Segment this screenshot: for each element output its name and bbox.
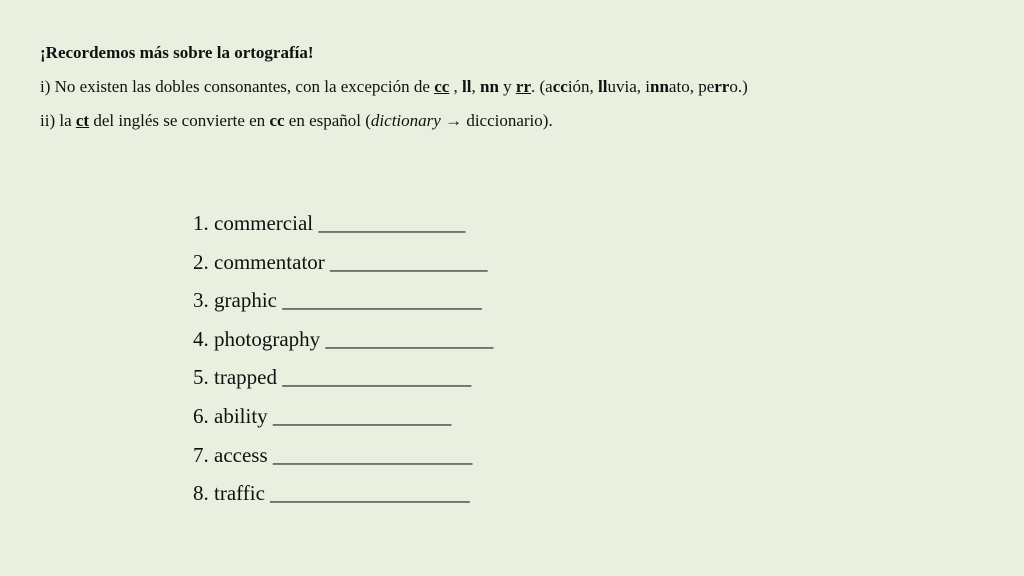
exercise-item-5: 5. trapped __________________ <box>193 365 472 390</box>
rule1-text: ato, pe <box>668 77 715 96</box>
rule1-rr: rr <box>515 77 531 96</box>
rule-double-consonants <box>40 70 1000 104</box>
exercise-item-4: 4. photography ________________ <box>193 326 494 351</box>
rule2-text: en español ( <box>284 111 371 130</box>
example-innato-nn: nn <box>650 77 669 96</box>
exercise-item-8: 8. traffic ___________________ <box>193 481 470 506</box>
rule2-cc: cc <box>269 111 285 130</box>
exercise-item-7: 7. access ___________________ <box>193 442 473 467</box>
rule-ct-to-cc <box>40 104 1000 138</box>
rule1-text: ión, <box>567 77 599 96</box>
exercise-item-6: 6. ability _________________ <box>193 403 452 428</box>
rule2-ct: ct <box>75 111 90 130</box>
rule2-text: → diccionario). <box>440 111 553 130</box>
spelling-rules <box>40 36 1000 138</box>
rule1-text: i) No existen las dobles consonantes, con la excepción de <box>40 77 435 96</box>
rules-title: ¡Recordemos más sobre la ortografía! <box>40 43 314 62</box>
english-example-word: dictionary <box>370 111 441 130</box>
rule1-text: uvia, i <box>607 77 650 96</box>
translation-exercise-list <box>193 204 693 513</box>
rule1-text: . (a <box>531 77 553 96</box>
rule1-cc: cc <box>434 77 450 96</box>
rule1-text: , <box>449 77 463 96</box>
rule1-nn: nn <box>479 77 499 96</box>
exercise-item-2: 2. commentator _______________ <box>193 249 488 274</box>
rule2-text: del inglés se convierte en <box>89 111 270 130</box>
example-accion-cc: cc <box>552 77 568 96</box>
exercise-item-1: 1. commercial ______________ <box>193 211 466 235</box>
rule1-ll: ll <box>462 77 472 96</box>
rule2-text: ii) la <box>40 111 76 130</box>
example-perro-rr: rr <box>714 77 730 96</box>
rule1-text: o.) <box>729 77 748 96</box>
exercise-item-3: 3. graphic ___________________ <box>193 288 482 313</box>
rule1-text: , <box>471 77 480 96</box>
example-lluvia-ll: ll <box>598 77 608 96</box>
rule1-text: y <box>498 77 516 96</box>
